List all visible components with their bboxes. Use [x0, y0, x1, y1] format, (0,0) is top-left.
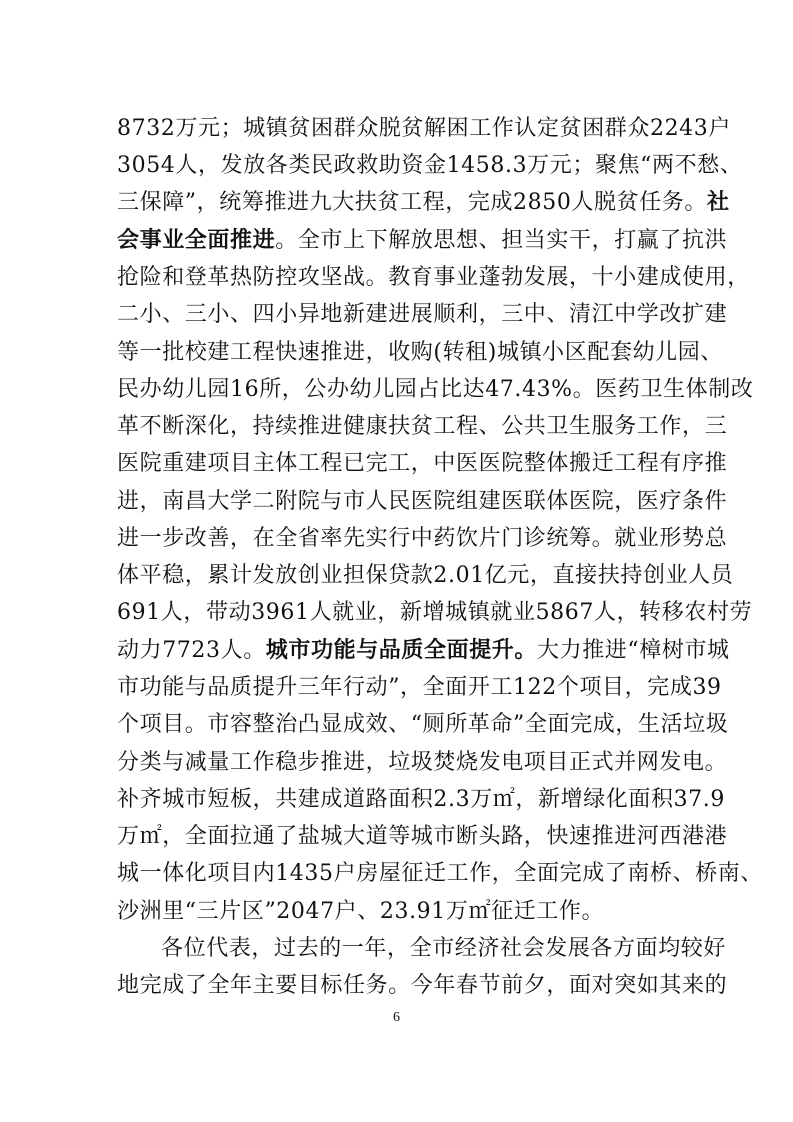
text-line-10: 医院重建项目主体工程已完工，中医医院整体搬迁工程有序推: [117, 451, 728, 476]
text-line-15: [117, 636, 730, 668]
text-line-3: [117, 188, 730, 220]
text-line-16: 市功能与品质提升三年行动”，全面开工122个项目，完成39: [117, 675, 722, 700]
text-line-17: 个项目。市容整治凸显成效、“厕所革命”全面完成，生活垃圾: [117, 712, 729, 737]
text-line-2: 3054人，发放各类民政救助资金1458.3万元；聚焦“两不愁、: [117, 153, 743, 178]
text-line-21: 城一体化项目内1435户房屋征迁工作，全面完成了南桥、桥南、: [117, 861, 763, 886]
text-line-12: 进一步改善，在全省率先实行中药饮片门诊统筹。就业形势总: [117, 526, 728, 551]
text-line-7: 等一批校建工程快速推进，收购(转租)城镇小区配套幼儿园、: [117, 340, 723, 365]
text-line-9: 革不断深化，持续推进健康扶贫工程、公共卫生服务工作，三: [117, 414, 728, 439]
text-line-23: 各位代表，过去的一年，全市经济社会发展各方面均较好: [161, 936, 727, 961]
text-line-18: 分类与减量工作稳步推进，垃圾焚烧发电项目正式并网发电。: [117, 750, 728, 775]
page-number: 6: [393, 1010, 400, 1025]
text-line-22: 沙洲里“三片区”2047户、23.91万㎡征迁工作。: [117, 899, 605, 924]
text-line-13: 体平稳，累计发放创业担保贷款2.01亿元，直接扶持创业人员: [117, 563, 734, 588]
text-line-11: 进，南昌大学二附院与市人民医院组建医联体医院，医疗条件: [117, 489, 728, 514]
text-line-3-bold: 社: [707, 190, 730, 215]
text-line-24: 地完成了全年主要目标任务。今年春节前夕，面对突如其来的: [117, 973, 728, 998]
text-line-5: 抢险和登革热防控攻坚战。教育事业蓬勃发展，十小建成使用，: [117, 265, 750, 290]
text-line-1: 8732万元；城镇贫困群众脱贫解困工作认定贫困群众2243户: [117, 116, 731, 141]
text-line-4: [117, 226, 728, 258]
text-line-4-bold: 会事业全面推进: [117, 228, 276, 253]
text-line-6: 二小、三小、四小异地新建进展顺利，三中、清江中学改扩建: [117, 302, 728, 327]
text-line-15-body: 动力7723人。: [117, 638, 266, 663]
text-line-14: 691人，带动3961人就业，新增城镇就业5867人，转移农村劳: [117, 600, 753, 625]
text-line-4-body: 。全市上下解放思想、担当实干，打赢了抗洪: [275, 228, 728, 253]
text-line-20: 万㎡，全面拉通了盐城大道等城市断头路，快速推进河西港港: [117, 824, 728, 849]
text-line-8: 民办幼儿园16所，公办幼儿园占比达47.43%。医药卫生体制改: [117, 377, 754, 402]
text-line-3-body: 三保障”，统筹推进九大扶贫工程，完成2850人脱贫任务。: [117, 190, 708, 215]
text-line-15-bold: 城市功能与品质全面提升。: [265, 638, 537, 663]
text-line-19: 补齐城市短板，共建成道路面积2.3万㎡，新增绿化面积37.9: [117, 787, 725, 812]
text-line-15-tail: 大力推进“樟树市城: [537, 638, 730, 663]
